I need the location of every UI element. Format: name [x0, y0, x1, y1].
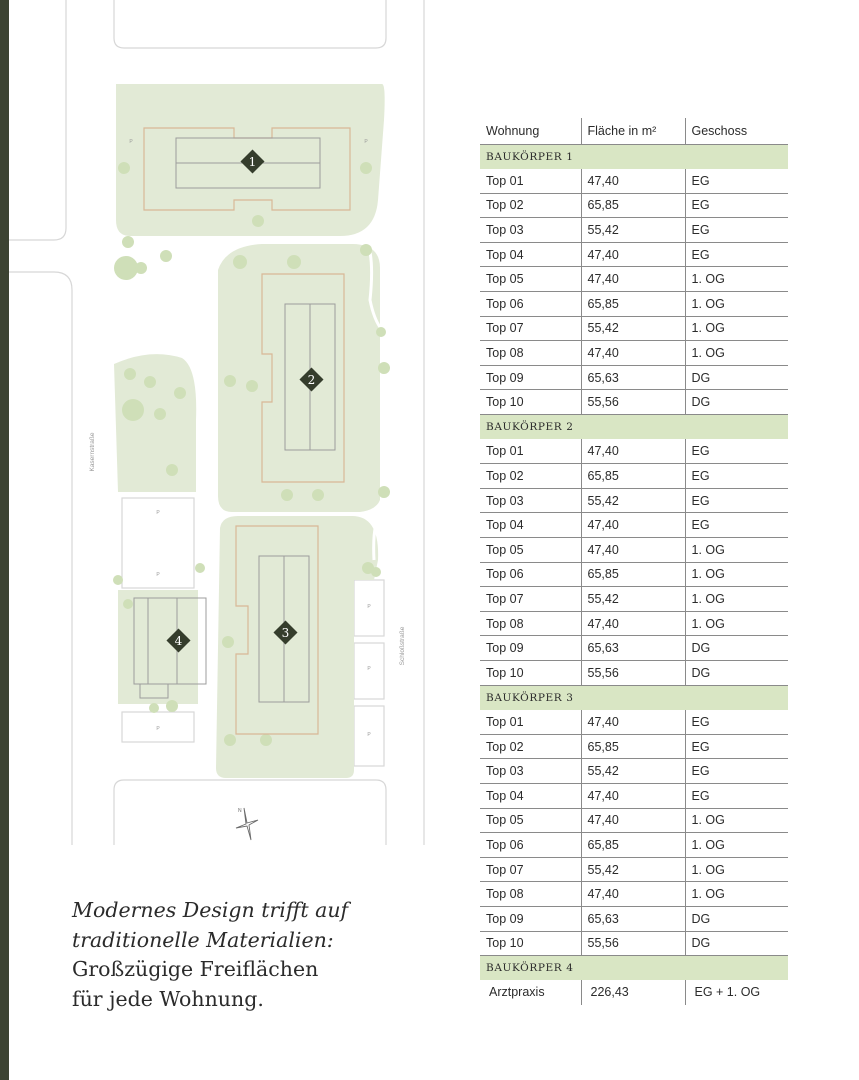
cell-geschoss: DG	[685, 906, 788, 931]
left-accent-bar	[0, 0, 9, 1080]
cell-wohnung: Top 04	[480, 242, 581, 267]
cell-geschoss: 1. OG	[685, 267, 788, 292]
cell-wohnung: Top 07	[480, 857, 581, 882]
apartment-table-container	[480, 118, 788, 1005]
cell-wohnung: Arztpraxis	[489, 985, 545, 1000]
cell-wohnung: Top 03	[480, 218, 581, 243]
tagline-italic-line-2: traditionelle Materialien:	[72, 927, 334, 952]
cell-flaeche: 47,40	[581, 611, 685, 636]
tagline-italic-line-1: Modernes Design trifft auf	[72, 898, 349, 922]
cell-geschoss: EG	[685, 169, 788, 194]
group-title: BAUKÖRPER 3	[480, 685, 788, 710]
site-plan	[9, 0, 429, 860]
cell-geschoss: 1. OG	[685, 562, 788, 587]
parking-label: P	[364, 139, 368, 145]
table-row	[480, 242, 788, 267]
cell-wohnung: Top 06	[480, 833, 581, 858]
cell-flaeche: 65,63	[581, 365, 685, 390]
cell-wohnung: Top 08	[480, 341, 581, 366]
cell-wohnung: Top 08	[480, 611, 581, 636]
table-row	[480, 587, 788, 612]
cell-flaeche: 55,42	[581, 759, 685, 784]
cell-geschoss: EG	[685, 488, 788, 513]
cell-flaeche: 65,85	[581, 193, 685, 218]
cell-flaeche: 47,40	[581, 341, 685, 366]
cell-wohnung: Top 01	[480, 169, 581, 194]
cell-geschoss: EG	[685, 783, 788, 808]
building-label-3: 3	[281, 626, 290, 640]
cell-flaeche: 65,85	[581, 833, 685, 858]
tagline	[72, 896, 402, 1014]
cell-geschoss: 1. OG	[685, 833, 788, 858]
cell-geschoss: 1. OG	[685, 292, 788, 317]
tagline-line-4: für jede Wohnung.	[72, 986, 264, 1011]
table-row	[480, 267, 788, 292]
table-row	[480, 562, 788, 587]
cell-geschoss: EG	[685, 218, 788, 243]
cell-geschoss: EG	[685, 734, 788, 759]
cell-flaeche: 47,40	[581, 808, 685, 833]
cell-wohnung: Top 10	[480, 390, 581, 415]
table-row	[480, 660, 788, 685]
parking-label: P	[367, 604, 371, 610]
cell-geschoss: 1. OG	[685, 587, 788, 612]
cell-flaeche: 47,40	[581, 882, 685, 907]
cell-geschoss: EG	[685, 513, 788, 538]
table-row	[480, 783, 788, 808]
cell-wohnung: Top 02	[480, 734, 581, 759]
cell-wohnung: Top 07	[480, 587, 581, 612]
cell-flaeche: 47,40	[581, 242, 685, 267]
parking-label: P	[129, 139, 133, 145]
parking-label: P	[156, 726, 160, 732]
cell-flaeche: 55,56	[581, 660, 685, 685]
cell-flaeche: 47,40	[581, 267, 685, 292]
cell-wohnung: Top 03	[480, 759, 581, 784]
cell-wohnung: Top 09	[480, 906, 581, 931]
cell-wohnung: Top 05	[480, 808, 581, 833]
cell-geschoss: 1. OG	[685, 882, 788, 907]
cell-wohnung: Top 04	[480, 783, 581, 808]
table-row	[480, 193, 788, 218]
table-row	[480, 341, 788, 366]
group-header-row	[480, 956, 788, 981]
cell-wohnung: Top 03	[480, 488, 581, 513]
table-row	[480, 833, 788, 858]
cell-geschoss: DG	[685, 660, 788, 685]
group-title: BAUKÖRPER 1	[480, 144, 788, 169]
cell-geschoss: 1. OG	[685, 316, 788, 341]
header-geschoss: Geschoss	[685, 118, 788, 144]
table-row	[480, 365, 788, 390]
group-header-row	[480, 685, 788, 710]
group-header-row	[480, 415, 788, 440]
cell-flaeche: 47,40	[581, 439, 685, 464]
apartment-table	[480, 118, 788, 1005]
street-name-east: Schloßstraße	[399, 626, 406, 666]
table-row	[480, 439, 788, 464]
table-row	[480, 538, 788, 563]
cell-wohnung: Top 06	[480, 562, 581, 587]
cell-wohnung: Top 10	[480, 660, 581, 685]
table-row	[480, 857, 788, 882]
building-label-4: 4	[174, 634, 183, 648]
table-row	[480, 390, 788, 415]
table-row	[480, 636, 788, 661]
table-row	[480, 906, 788, 931]
header-flaeche: Fläche in m²	[581, 118, 685, 144]
building-label-2: 2	[307, 373, 316, 387]
table-header-row	[480, 118, 788, 144]
cell-wohnung: Top 01	[480, 439, 581, 464]
table-row	[480, 931, 788, 956]
cell-flaeche: 55,42	[581, 316, 685, 341]
cell-geschoss: EG	[685, 439, 788, 464]
cell-wohnung: Top 09	[480, 365, 581, 390]
svg-text:N: N	[238, 808, 242, 814]
cell-geschoss: 1. OG	[685, 857, 788, 882]
group-title: BAUKÖRPER 4	[480, 956, 788, 981]
cell-geschoss: EG	[685, 464, 788, 489]
table-row	[480, 980, 788, 1005]
cell-geschoss: 1. OG	[685, 538, 788, 563]
cell-flaeche: 47,40	[581, 783, 685, 808]
compass-rose-icon	[236, 808, 258, 840]
cell-geschoss: EG	[685, 759, 788, 784]
cell-wohnung: Top 04	[480, 513, 581, 538]
cell-geschoss: 1. OG	[685, 611, 788, 636]
cell-geschoss: DG	[685, 390, 788, 415]
cell-flaeche: 47,40	[581, 710, 685, 735]
table-row	[480, 759, 788, 784]
parking-label: P	[367, 666, 371, 672]
cell-flaeche: 65,85	[581, 562, 685, 587]
cell-flaeche: 226,43	[581, 980, 685, 1005]
cell-geschoss: EG	[685, 193, 788, 218]
cell-wohnung: Top 09	[480, 636, 581, 661]
cell-flaeche: 65,63	[581, 906, 685, 931]
cell-geschoss: DG	[685, 365, 788, 390]
table-row	[480, 710, 788, 735]
table-row	[480, 882, 788, 907]
cell-flaeche: 55,42	[581, 587, 685, 612]
cell-flaeche: 65,85	[581, 464, 685, 489]
cell-flaeche: 55,56	[581, 390, 685, 415]
cell-flaeche: 55,42	[581, 218, 685, 243]
table-row	[480, 734, 788, 759]
cell-wohnung: Top 01	[480, 710, 581, 735]
cell-wohnung: Top 02	[480, 464, 581, 489]
cell-flaeche: 65,85	[581, 734, 685, 759]
street-name-west: Kasernstraße	[89, 432, 96, 472]
table-row	[480, 464, 788, 489]
cell-flaeche: 55,42	[581, 857, 685, 882]
cell-flaeche: 47,40	[581, 513, 685, 538]
cell-wohnung: Top 05	[480, 267, 581, 292]
parking-label: P	[156, 510, 160, 516]
cell-geschoss: 1. OG	[685, 808, 788, 833]
cell-wohnung: Top 08	[480, 882, 581, 907]
group-title: BAUKÖRPER 2	[480, 415, 788, 440]
table-row	[480, 316, 788, 341]
cell-wohnung: Top 05	[480, 538, 581, 563]
cell-flaeche: 55,42	[581, 488, 685, 513]
cell-flaeche: 55,56	[581, 931, 685, 956]
building-label-1: 1	[248, 155, 257, 169]
table-row	[480, 292, 788, 317]
cell-geschoss: EG	[685, 242, 788, 267]
cell-geschoss: EG + 1. OG	[685, 980, 788, 1005]
table-row	[480, 611, 788, 636]
table-row	[480, 808, 788, 833]
cell-wohnung: Top 07	[480, 316, 581, 341]
cell-wohnung: Top 06	[480, 292, 581, 317]
tagline-line-3: Großzügige Freiflächen	[72, 957, 319, 981]
cell-flaeche: 65,85	[581, 292, 685, 317]
cell-wohnung: Top 10	[480, 931, 581, 956]
cell-geschoss: DG	[685, 931, 788, 956]
header-wohnung: Wohnung	[480, 118, 581, 144]
cell-geschoss: EG	[685, 710, 788, 735]
group-header-row	[480, 144, 788, 169]
cell-flaeche: 65,63	[581, 636, 685, 661]
cell-geschoss: 1. OG	[685, 341, 788, 366]
cell-wohnung: Top 02	[480, 193, 581, 218]
parking-label: P	[367, 732, 371, 738]
cell-flaeche: 47,40	[581, 538, 685, 563]
table-row	[480, 513, 788, 538]
parking-label: P	[156, 572, 160, 578]
table-row	[480, 218, 788, 243]
cell-flaeche: 47,40	[581, 169, 685, 194]
table-row	[480, 488, 788, 513]
table-row	[480, 169, 788, 194]
cell-geschoss: DG	[685, 636, 788, 661]
